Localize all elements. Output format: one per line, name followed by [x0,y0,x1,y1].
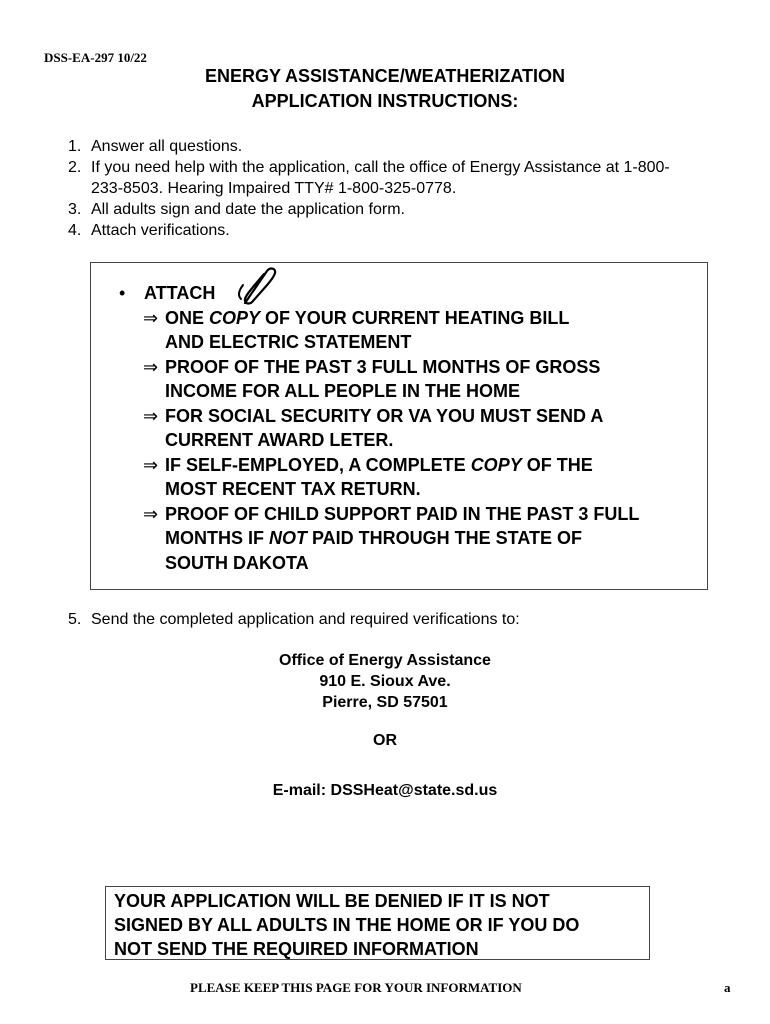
step-text: Answer all questions. [91,138,243,155]
arrow-icon: ⇒ [143,307,159,328]
warning-line: SIGNED BY ALL ADULTS IN THE HOME OR IF YOU DO [114,915,580,935]
warning-line: NOT SEND THE REQUIRED INFORMATION [114,939,479,959]
address-city: Pierre, SD 57501 [322,694,448,711]
instruction-step [68,136,691,157]
address-office: Office of Energy Assistance [279,652,491,669]
step-number: 5. [68,611,82,628]
step-text: Attach verifications. [91,222,230,239]
arrow-icon: ⇒ [143,405,159,426]
address-street: 910 E. Sioux Ave. [319,673,451,690]
attach-item: ⇒ FOR SOCIAL SECURITY OR VA YOU MUST SEND A CURRENT AWARD LETER. [143,405,604,450]
arrow-icon: ⇒ [143,356,159,377]
step-number: 2. [68,159,82,176]
page-letter: a [724,980,731,995]
step-text: Send the completed application and required verifications to: [91,611,520,628]
warning-line: YOUR APPLICATION WILL BE DENIED IF IT IS NOT [114,891,550,911]
page-title-line1: ENERGY ASSISTANCE/WEATHERIZATION [204,66,566,86]
form-id: DSS-EA-297 10/22 [44,50,147,65]
page-title-line2: APPLICATION INSTRUCTIONS: [251,91,519,111]
attach-item: ⇒ PROOF OF CHILD SUPPORT PAID IN THE PAST 3 FULL MONTHS IF NOT PAID THROUGH THE STATE OF SOUTH DAKOTA [143,503,640,573]
step-text: All adults sign and date the application form. [91,201,405,218]
attach-item: ⇒ IF SELF-EMPLOYED, A COMPLETE COPY OF THE MOST RECENT TAX RETURN. [143,454,593,499]
attach-item: ⇒ ONE COPY OF YOUR CURRENT HEATING BILL AND ELECTRIC STATEMENT [143,307,570,352]
bullet-icon: • [119,283,126,303]
instruction-step [68,199,691,220]
paperclip-icon [231,265,279,307]
attach-heading-text: ATTACH [144,283,216,303]
step-text: If you need help with the application, call the office of Energy Assistance at 1-800-233-8503. Hearing Impaired TTY# 1-800-325-0778. [91,159,670,197]
attach-heading [119,281,639,306]
instruction-step-5 [68,611,520,629]
or-separator: OR [373,732,397,749]
step-number: 4. [68,222,82,239]
arrow-icon: ⇒ [143,503,159,524]
arrow-icon: ⇒ [143,454,159,475]
instruction-list [68,136,691,241]
step-number: 1. [68,138,82,155]
footer-note: PLEASE KEEP THIS PAGE FOR YOUR INFORMATION [190,980,522,995]
attach-verifications-box [90,262,708,590]
instruction-step [68,157,691,199]
denial-warning-box [105,886,650,960]
step-number: 3. [68,201,82,218]
attach-item: ⇒ PROOF OF THE PAST 3 FULL MONTHS OF GROSS INCOME FOR ALL PEOPLE IN THE HOME [143,356,601,401]
instruction-step [68,220,691,241]
email-address: E-mail: DSSHeat@state.sd.us [272,782,498,799]
